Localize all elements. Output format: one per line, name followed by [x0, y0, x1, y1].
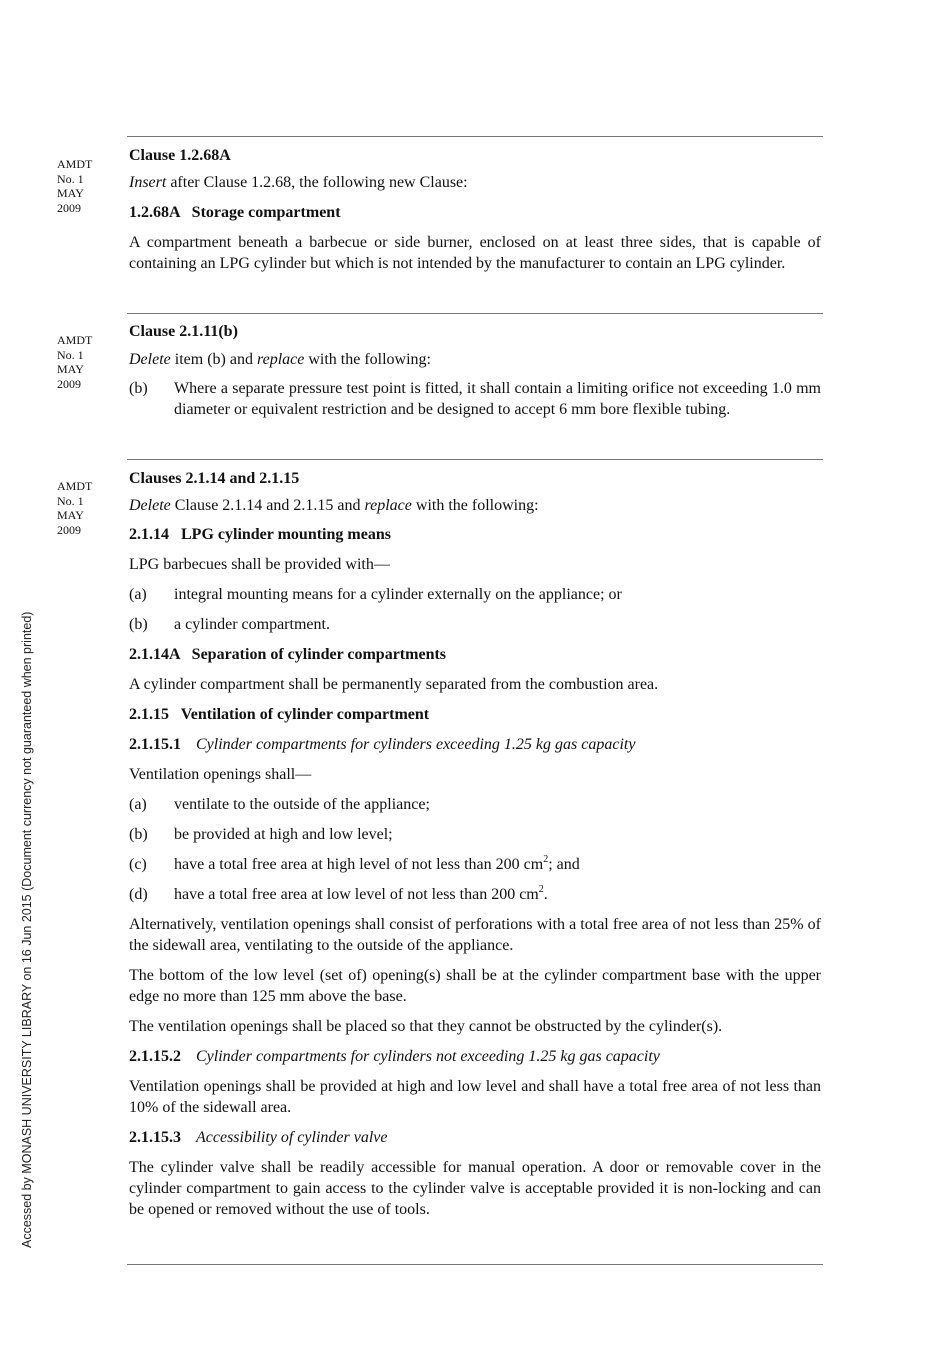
list-item — [129, 794, 821, 815]
list-item — [129, 854, 821, 875]
instruction-text: with the following: — [304, 351, 431, 368]
instruction-verb: Delete — [129, 497, 171, 514]
section-clause-2-1-11b — [129, 321, 821, 420]
list-item-tail: . — [543, 886, 548, 903]
subclause-heading: 2.1.15 Ventilation of cylinder compartment — [129, 706, 430, 723]
subclause-heading: 2.1.14 LPG cylinder mounting means — [129, 526, 391, 543]
subclause-heading — [129, 1127, 821, 1148]
instruction-verb: replace — [256, 351, 305, 368]
list-item-text: a cylinder compartment. — [174, 616, 330, 633]
list-item — [129, 884, 821, 905]
list-item — [129, 824, 821, 845]
list-item — [129, 378, 821, 420]
list-item-text: have a total free area at low level of not less than 200 cm — [174, 886, 539, 903]
amendment-line: AMDT — [57, 157, 93, 171]
list-item-text: be provided at high and low level; — [174, 826, 393, 843]
instruction-verb: Delete — [129, 351, 171, 368]
divider — [127, 459, 823, 460]
list-item-label: (d) — [129, 886, 148, 903]
paragraph: A cylinder compartment shall be permanently separated from the combustion area. — [129, 676, 659, 693]
paragraph: The ventilation openings shall be placed so that they cannot be obstructed by the cylinder(s). — [129, 1018, 723, 1035]
amendment-note — [57, 157, 117, 215]
list-item — [129, 614, 821, 635]
superscript: 2 — [538, 884, 544, 895]
divider — [127, 1264, 823, 1265]
divider — [127, 136, 823, 137]
clause-heading: Clause 1.2.68A — [129, 147, 231, 164]
amendment-line: MAY — [57, 186, 84, 200]
amendment-line: AMDT — [57, 479, 93, 493]
amendment-line: No. 1 — [57, 347, 84, 362]
amendment-line: MAY — [57, 362, 84, 376]
amendment-line: MAY — [57, 508, 84, 522]
clause-heading: Clauses 2.1.14 and 2.1.15 — [129, 470, 300, 487]
clause-number: 2.1.15.2 — [129, 1048, 181, 1065]
clause-heading: Clause 2.1.11(b) — [129, 323, 238, 340]
section-clause-1-2-68a — [129, 145, 821, 274]
instruction-text: item (b) and — [170, 351, 257, 368]
instruction-verb: replace — [364, 497, 412, 514]
instruction-text: Clause 2.1.14 and 2.1.15 and — [170, 497, 365, 514]
list-item-label: (c) — [129, 856, 147, 873]
list-item — [129, 584, 821, 605]
list-item-text: ventilate to the outside of the appliance; — [174, 796, 430, 813]
amendment-line: 2009 — [57, 200, 81, 215]
paragraph: Ventilation openings shall be provided at high and low level and shall have a total free area of not less than 10% of the sidewall area. — [129, 1078, 821, 1116]
paragraph: LPG barbecues shall be provided with— — [129, 556, 390, 573]
paragraph: Alternatively, ventilation openings shall consist of perforations with a total free area of not less than 25% of the sidewall area, ventilating to the outside of the appliance. — [129, 916, 821, 954]
list-item-label: (a) — [129, 586, 147, 603]
instruction — [129, 349, 821, 370]
divider — [127, 313, 823, 314]
list-item-label: (b) — [129, 616, 148, 633]
access-watermark: Accessed by MONASH UNIVERSITY LIBRARY on 16 Jun 2015 (Document currency not guaranteed when printed) — [20, 611, 34, 1248]
amendment-line: 2009 — [57, 522, 81, 537]
amendment-note — [57, 333, 117, 391]
amendment-line: AMDT — [57, 333, 93, 347]
subclause-heading: 1.2.68A Storage compartment — [129, 204, 341, 221]
list-item-label: (b) — [129, 380, 148, 397]
subclause-heading: 2.1.14A Separation of cylinder compartments — [129, 646, 447, 663]
subclause-heading — [129, 1046, 821, 1067]
list-item-label: (b) — [129, 826, 148, 843]
amendment-line: 2009 — [57, 376, 81, 391]
instruction-verb: Insert — [129, 174, 167, 191]
definition-text: A compartment beneath a barbecue or side burner, enclosed on at least three sides, that is capable of containing an LPG cylinder but which is not intended by the manufacturer to contain an LPG cylinder. — [129, 234, 821, 272]
clause-number: 2.1.15.3 — [129, 1129, 181, 1146]
paragraph: Ventilation openings shall— — [129, 766, 312, 783]
amendment-line: No. 1 — [57, 171, 84, 186]
paragraph: The cylinder valve shall be readily accessible for manual operation. A door or removable cover in the cylinder compartment to gain access to the cylinder valve is acceptable provided it is non-locking and can be opened or removed without the use of tools. — [129, 1159, 821, 1218]
superscript: 2 — [543, 854, 549, 865]
list-item-label: (a) — [129, 796, 147, 813]
list-item-text: have a total free area at high level of not less than 200 cm — [174, 856, 544, 873]
clause-title: Accessibility of cylinder valve — [196, 1129, 388, 1146]
section-clauses-2-1-14-2-1-15 — [129, 468, 821, 1220]
instruction — [129, 172, 821, 193]
clause-title: Cylinder compartments for cylinders exceeding 1.25 kg gas capacity — [196, 736, 636, 753]
instruction — [129, 495, 821, 516]
list-item-text: integral mounting means for a cylinder externally on the appliance; or — [174, 586, 622, 603]
amendment-line: No. 1 — [57, 493, 84, 508]
instruction-text: after Clause 1.2.68, the following new Clause: — [166, 174, 468, 191]
instruction-text: with the following: — [411, 497, 539, 514]
clause-title: Cylinder compartments for cylinders not exceeding 1.25 kg gas capacity — [196, 1048, 660, 1065]
amendment-note — [57, 479, 117, 537]
paragraph: The bottom of the low level (set of) opening(s) shall be at the cylinder compartment base with the upper edge no more than 125 mm above the base. — [129, 967, 821, 1005]
list-item-text: Where a separate pressure test point is fitted, it shall contain a limiting orifice not exceeding 1.0 mm diameter or equivalent restriction and be designed to accept 6 mm bore flexible tubing. — [174, 380, 821, 418]
list-item-tail: ; and — [548, 856, 580, 873]
clause-number: 2.1.15.1 — [129, 736, 181, 753]
subclause-heading — [129, 734, 821, 755]
